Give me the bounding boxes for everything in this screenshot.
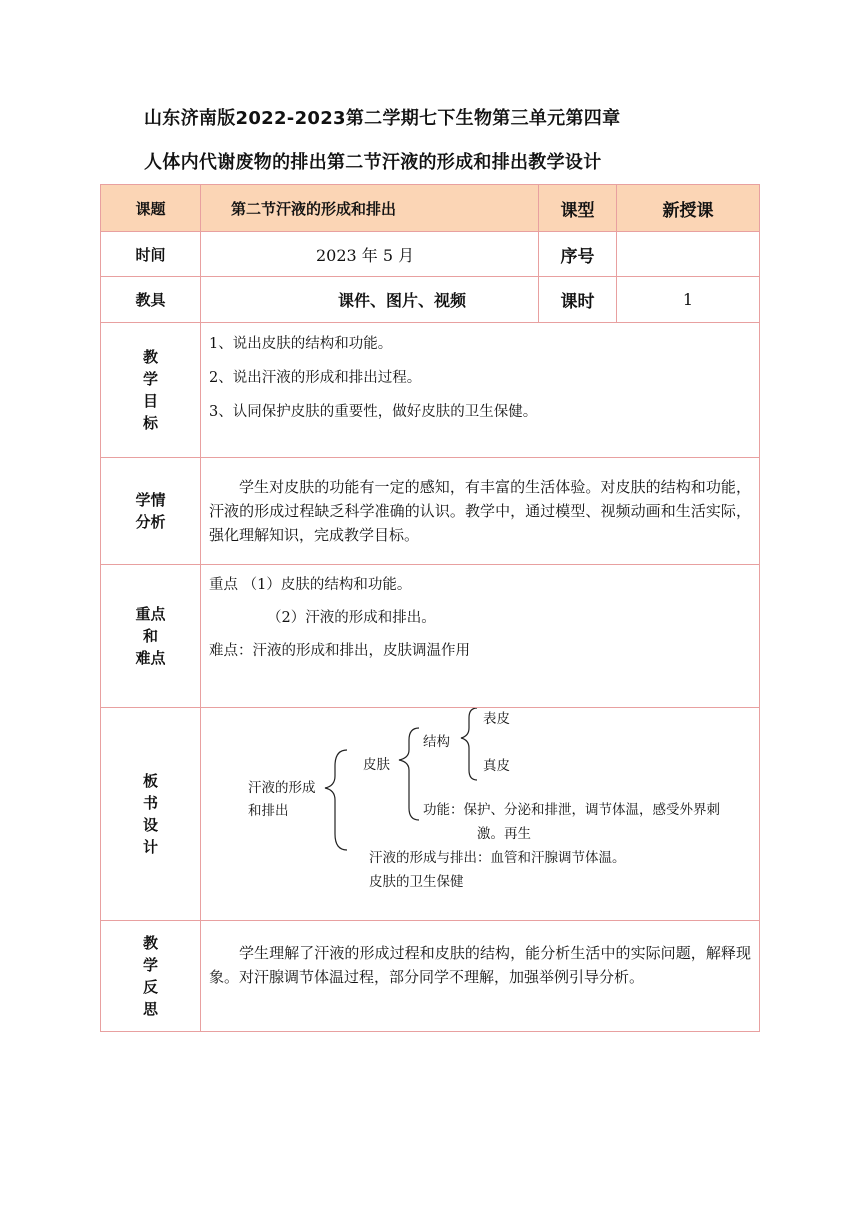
goals-label: 教 学 目 标 [101,323,201,458]
goal-item: 3、认同保护皮肤的重要性，做好皮肤的卫生保健。 [209,404,538,420]
key-label: 重点 和 难点 [101,565,201,708]
time-label: 时间 [101,232,201,277]
hours-value: 1 [617,277,760,323]
time-value: 2023 年 5 月 [201,232,539,277]
analysis-content [201,458,760,565]
board-hygiene: 皮肤的卫生保健 [369,874,464,890]
key-content [201,565,760,708]
reflect-content [201,921,760,1032]
board-label: 板 书 设 计 [101,708,201,921]
hours-label: 课时 [539,277,617,323]
row-board [101,708,760,921]
analysis-text: 学生对皮肤的功能有一定的感知，有丰富的生活体验。对皮肤的结构和功能，汗液的形成过程缺乏科学准确的认识。教学中，通过模型、视频动画和生活实际，强化理解知识，完成教学目标。 [209,478,751,544]
order-value [617,232,760,277]
key-line-2: （2）汗液的形成和排出。 [267,610,436,626]
row-analysis [101,458,760,565]
board-content [201,708,760,921]
board-function-line-1: 功能：保护、分泌和排泄，调节体温，感受外界刺 [423,802,720,818]
difficulty-line: 难点：汗液的形成和排出，皮肤调温作用 [209,643,470,659]
document-title-line-1: 山东济南版2022-2023第二学期七下生物第三单元第四章 [144,108,621,129]
goal-item: 2、说出汗液的形成和排出过程。 [209,370,422,386]
order-label: 序号 [539,232,617,277]
row-goals [101,323,760,458]
board-skin: 皮肤 [363,757,390,773]
row-time [101,232,760,277]
lesson-plan-table [100,184,760,1032]
row-key-points [101,565,760,708]
board-root-line-1: 汗液的形成 [248,780,316,796]
tools-value: 课件、图片、视频 [201,277,539,323]
topic-value: 第二节汗液的形成和排出 [201,185,539,232]
row-tools [101,277,760,323]
reflect-label: 教 学 反 思 [101,921,201,1032]
document-title-line-2: 人体内代谢废物的排出第二节汗液的形成和排出教学设计 [144,152,602,173]
board-diagram [201,708,759,918]
topic-label: 课题 [101,185,201,232]
goal-item: 1、说出皮肤的结构和功能。 [209,336,393,352]
row-reflection [101,921,760,1032]
board-formation: 汗液的形成与排出：血管和汗腺调节体温。 [369,850,626,866]
goals-content [201,323,760,458]
board-root-line-2: 和排出 [248,803,289,819]
reflect-text: 学生理解了汗液的形成过程和皮肤的结构，能分析生活中的实际问题，解释现象。对汗腺调节体温过程，部分同学不理解，加强举例引导分析。 [209,944,751,986]
type-label: 课型 [539,185,617,232]
board-dermis: 真皮 [483,758,510,774]
key-line-1: 重点 （1）皮肤的结构和功能。 [209,577,412,593]
tools-label: 教具 [101,277,201,323]
row-topic [101,185,760,232]
board-function-line-2: 激。再生 [477,826,531,842]
board-epidermis: 表皮 [483,711,510,727]
type-value: 新授课 [617,185,760,232]
analysis-label: 学情 分析 [101,458,201,565]
board-structure: 结构 [423,734,450,750]
